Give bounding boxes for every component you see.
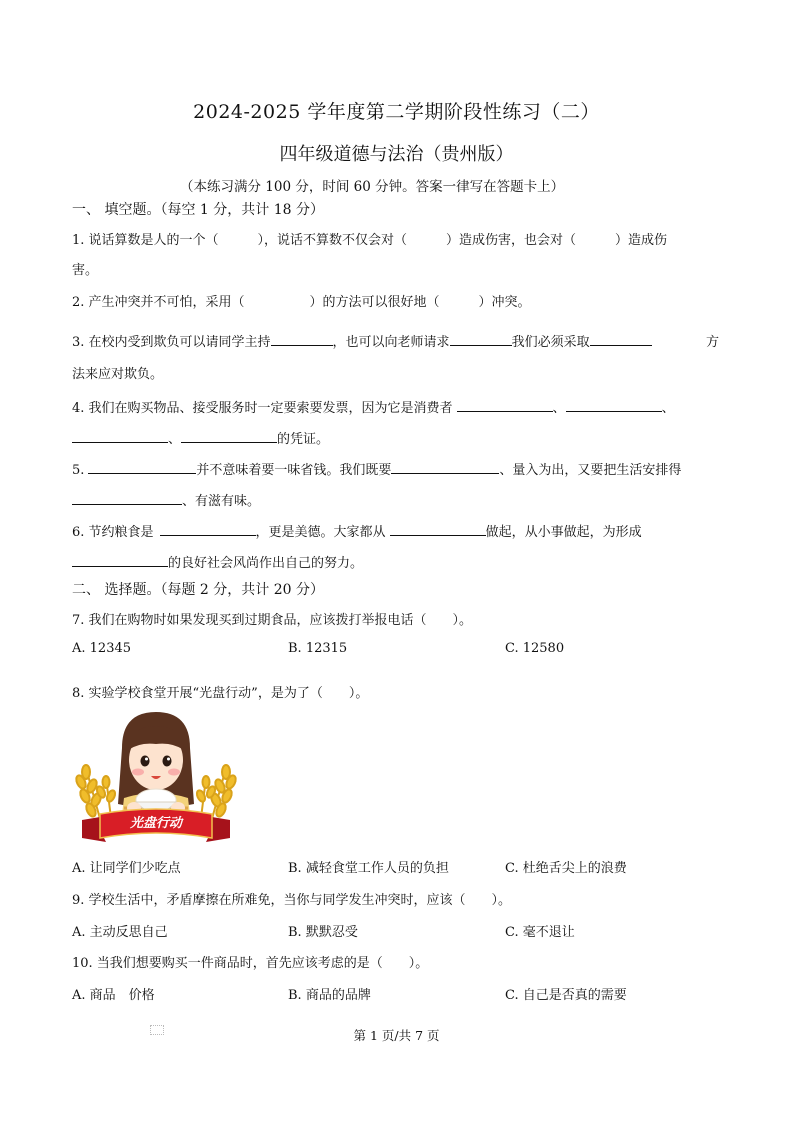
q9-option-c[interactable]: C. 毫不退让 (505, 925, 575, 940)
question-2: 2. 产生冲突并不可怕，采用（ ）的方法可以很好地（ ）冲突。 (72, 295, 531, 310)
section-2-heading: 二、 选择题。（每题 2 分，共计 20 分） (72, 582, 324, 598)
question-6-line-2 (72, 552, 363, 571)
q3-part-a: 3. 在校内受到欺负可以请同学主持 (72, 335, 271, 350)
q10-option-b[interactable]: B. 商品的品牌 (288, 988, 371, 1003)
answer-blank[interactable] (450, 331, 512, 346)
question-10-stem: 10. 当我们想要购买一件商品时，首先应该考虑的是（ ）。 (72, 956, 429, 971)
banner-text: 光盘行动 (129, 816, 182, 831)
q8-option-c[interactable]: C. 杜绝舌尖上的浪费 (505, 861, 627, 876)
question-5-line-1 (72, 459, 681, 478)
question-8-stem: 8. 实验学校食堂开展“光盘行动”，是为了（ ）。 (72, 686, 369, 701)
question-3-line-2: 法来应对欺负。 (72, 367, 164, 382)
question-9-stem: 9. 学校生活中，矛盾摩擦在所难免，当你与同学发生冲突时，应该（ ）。 (72, 893, 512, 908)
q5-part-c: 、量入为出，又要把生活安排得 (499, 463, 682, 478)
answer-blank[interactable] (72, 428, 168, 443)
q7-option-c[interactable]: C. 12580 (505, 641, 565, 656)
q5-part-b: 并不意味着要一味省钱。我们既要 (196, 463, 392, 478)
q8-option-a[interactable]: A. 让同学们少吃点 (72, 861, 181, 876)
question-5-line-2 (72, 490, 260, 509)
question-4-line-1 (72, 397, 675, 416)
q3-part-c: 我们必须采取 (511, 335, 590, 350)
page-number: 第 1 页/共 7 页 (353, 1028, 440, 1043)
answer-blank[interactable] (72, 490, 182, 505)
q3-part-b: ，也可以向老师请求 (332, 335, 450, 350)
question-1-line-1: 1. 说话算数是人的一个（ ），说话不算数不仅会对（ ）造成伤害，也会对（ ）造成伤 (72, 233, 668, 248)
q7-option-b[interactable]: B. 12315 (288, 641, 348, 656)
q10-option-a[interactable]: A. 商品 价格 (72, 988, 155, 1003)
q4-separator: 、 (661, 401, 675, 416)
question-3-line-1 (72, 331, 652, 350)
answer-blank[interactable] (181, 428, 277, 443)
answer-blank[interactable] (566, 397, 662, 412)
answer-blank[interactable] (457, 397, 553, 412)
question-4-line-2 (72, 428, 329, 447)
q6-part-b: ，更是美德。大家都从 (255, 525, 386, 540)
answer-blank[interactable] (271, 331, 333, 346)
clean-plate-illustration (72, 708, 240, 848)
answer-blank[interactable] (160, 521, 256, 536)
q10-option-c[interactable]: C. 自己是否真的需要 (505, 988, 627, 1003)
exam-title: 2024-2025 学年度第二学期阶段性练习（二） (193, 101, 600, 123)
q5-part-d: 、有滋有味。 (182, 494, 261, 509)
answer-blank[interactable] (590, 331, 652, 346)
question-6-line-1 (72, 521, 642, 540)
question-1-line-2: 害。 (72, 263, 99, 278)
answer-blank[interactable] (390, 521, 486, 536)
exam-subtitle: 四年级道德与法治（贵州版） (279, 144, 514, 165)
q4-separator: 、 (552, 401, 566, 416)
answer-blank[interactable] (88, 459, 196, 474)
exam-note: （本练习满分 100 分，时间 60 分钟。答案一律写在答题卡上） (180, 179, 565, 195)
q6-part-d: 的良好社会风尚作出自己的努力。 (168, 556, 364, 571)
section-1-heading: 一、 填空题。（每空 1 分，共计 18 分） (72, 202, 324, 218)
q4-separator: 、 (168, 432, 182, 447)
q9-option-a[interactable]: A. 主动反思自己 (72, 925, 168, 940)
q8-option-b[interactable]: B. 减轻食堂工作人员的负担 (288, 861, 449, 876)
q6-part-a: 6. 节约粮食是 (72, 525, 154, 540)
question-7-stem: 7. 我们在购物时如果发现买到过期食品，应该拨打举报电话（ ）。 (72, 613, 473, 628)
q7-option-a[interactable]: A. 12345 (72, 641, 132, 656)
q4-end: 的凭证。 (277, 432, 330, 447)
q4-part-a: 4. 我们在购买物品、接受服务时一定要索要发票，因为它是消费者 (72, 401, 453, 416)
answer-blank[interactable] (72, 552, 168, 567)
q3-part-d: 方 (706, 335, 720, 350)
q9-option-b[interactable]: B. 默默忍受 (288, 925, 358, 940)
answer-blank[interactable] (391, 459, 499, 474)
q5-part-a: 5. (72, 463, 85, 478)
q6-part-c: 做起，从小事做起，为形成 (485, 525, 642, 540)
